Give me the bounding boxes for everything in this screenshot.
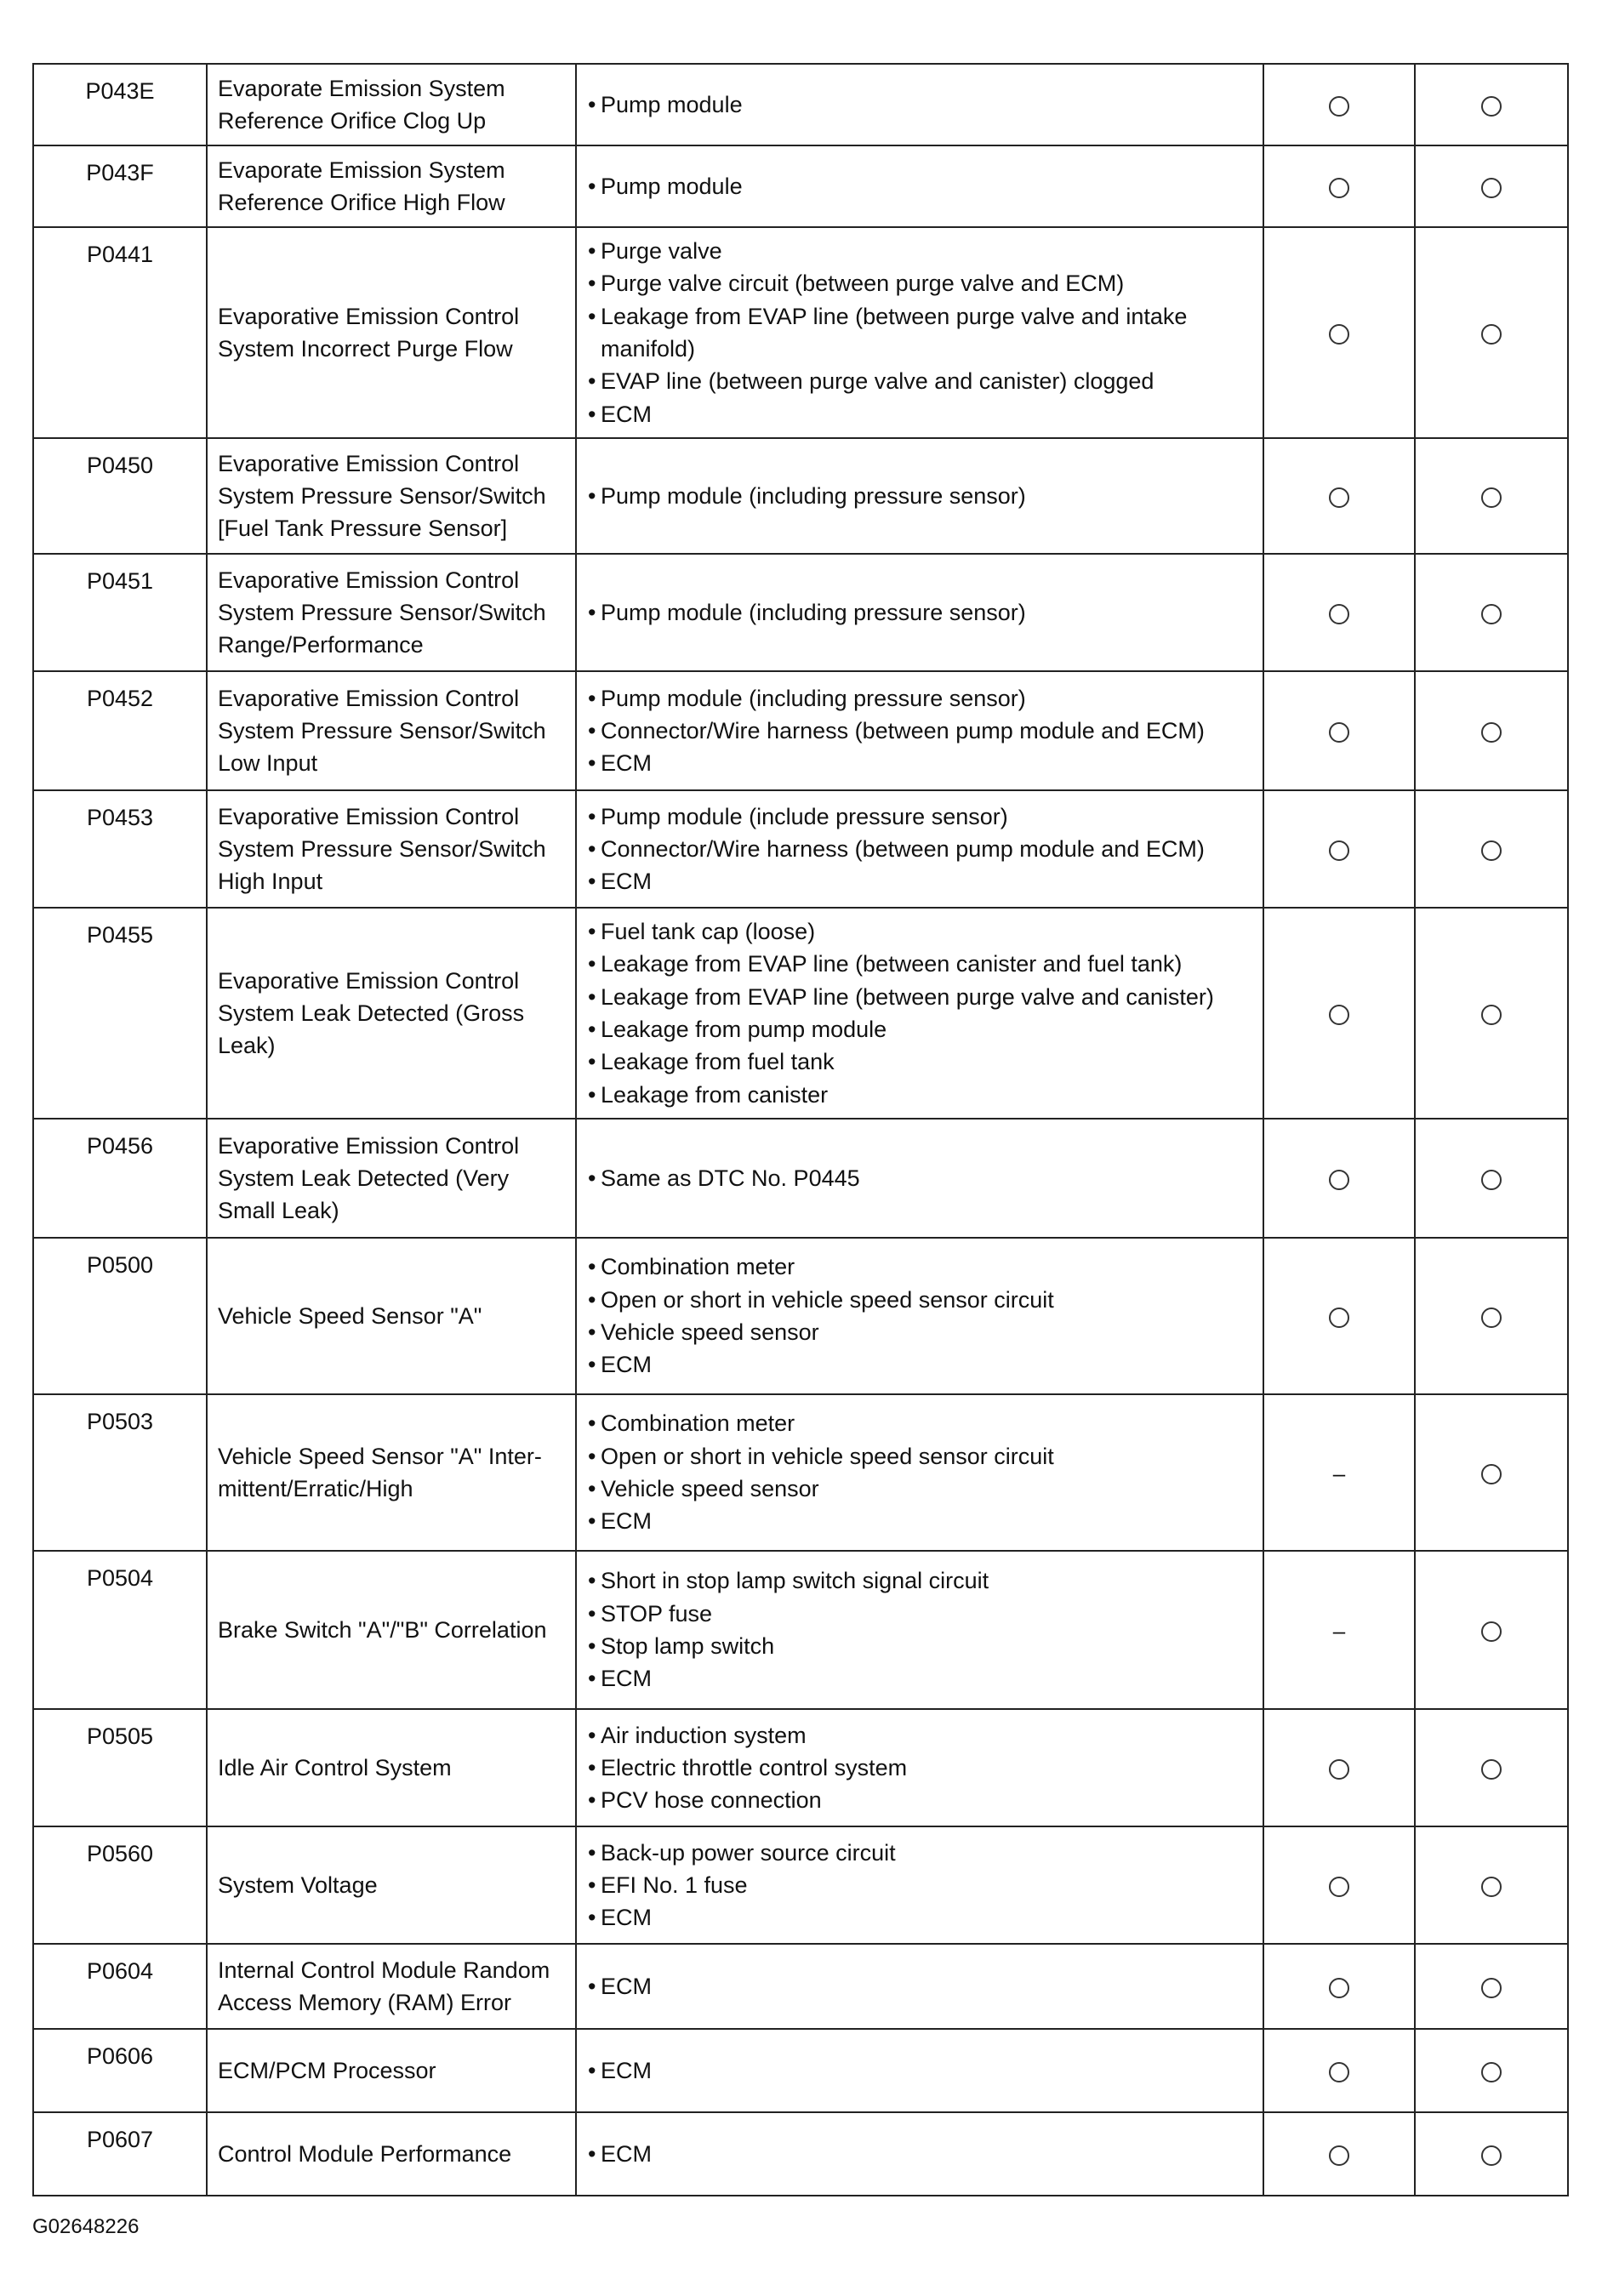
circle-icon bbox=[1481, 1170, 1502, 1190]
dtc-description: Internal Control Module Random Access Memory (RAM) Error bbox=[207, 1944, 576, 2029]
trouble-area-item: • ECM bbox=[585, 1901, 1254, 1934]
dtc-code: P0505 bbox=[33, 1709, 207, 1826]
dash-symbol: – bbox=[1332, 1617, 1346, 1644]
trouble-area-item: • Connector/Wire harness (between pump module and ECM) bbox=[585, 715, 1254, 747]
dtc-code: P0452 bbox=[33, 671, 207, 790]
mil-cell bbox=[1263, 671, 1415, 790]
trouble-area-item: • Air induction system bbox=[585, 1719, 1254, 1752]
trouble-area-item: • ECM bbox=[585, 2054, 1254, 2087]
trouble-area-item: • Purge valve bbox=[585, 235, 1254, 267]
dtc-description: Evaporative Emission Control System Incorrect Purge Flow bbox=[207, 227, 576, 438]
trouble-area bbox=[576, 2029, 1263, 2112]
mil-cell bbox=[1263, 790, 1415, 908]
mil-cell bbox=[1263, 438, 1415, 554]
circle-icon bbox=[1481, 604, 1502, 624]
memory-cell bbox=[1415, 227, 1568, 438]
mil-cell bbox=[1263, 1238, 1415, 1394]
trouble-area-item: • Pump module bbox=[585, 170, 1254, 202]
figure-id: G02648226 bbox=[32, 2215, 140, 2238]
trouble-area-item: • EFI No. 1 fuse bbox=[585, 1869, 1254, 1901]
circle-icon bbox=[1329, 840, 1349, 861]
trouble-area-item: • EVAP line (between purge valve and canister) clogged bbox=[585, 365, 1254, 397]
trouble-area-item: • Electric throttle control system bbox=[585, 1752, 1254, 1784]
circle-icon bbox=[1481, 178, 1502, 198]
trouble-area-item: • Stop lamp switch bbox=[585, 1630, 1254, 1662]
trouble-area-item: • Pump module bbox=[585, 88, 1254, 121]
dtc-code: P0441 bbox=[33, 227, 207, 438]
memory-cell bbox=[1415, 2029, 1568, 2112]
trouble-area-list bbox=[585, 235, 1254, 430]
circle-icon bbox=[1481, 1759, 1502, 1780]
memory-cell bbox=[1415, 1944, 1568, 2029]
trouble-area-item: • Open or short in vehicle speed sensor circuit bbox=[585, 1440, 1254, 1473]
circle-icon bbox=[1481, 1978, 1502, 1998]
circle-icon bbox=[1481, 722, 1502, 743]
mil-cell bbox=[1263, 908, 1415, 1119]
trouble-area-list bbox=[585, 1162, 1254, 1194]
trouble-area-item: • Open or short in vehicle speed sensor circuit bbox=[585, 1284, 1254, 1316]
table-row bbox=[33, 2029, 1568, 2112]
table-row bbox=[33, 790, 1568, 908]
memory-cell bbox=[1415, 1826, 1568, 1944]
trouble-area-item: • Leakage from EVAP line (between purge valve and canister) bbox=[585, 981, 1254, 1013]
circle-icon bbox=[1329, 604, 1349, 624]
trouble-area-list bbox=[585, 1837, 1254, 1934]
memory-cell bbox=[1415, 1551, 1568, 1709]
circle-icon bbox=[1481, 324, 1502, 345]
circle-icon bbox=[1481, 840, 1502, 861]
dtc-description: Evaporative Emission Control System Pressure Sensor/Switch Low Input bbox=[207, 671, 576, 790]
mil-cell bbox=[1263, 1709, 1415, 1826]
dtc-description: System Voltage bbox=[207, 1826, 576, 1944]
circle-icon bbox=[1329, 722, 1349, 743]
mil-cell bbox=[1263, 1394, 1415, 1551]
memory-cell bbox=[1415, 554, 1568, 671]
trouble-area-item: • Leakage from canister bbox=[585, 1079, 1254, 1111]
trouble-area-item: • Pump module (including pressure sensor) bbox=[585, 596, 1254, 629]
trouble-area-list bbox=[585, 480, 1254, 512]
mil-cell bbox=[1263, 1551, 1415, 1709]
dtc-description: Evaporate Emission System Reference Orifice High Flow bbox=[207, 145, 576, 227]
dtc-description: Evaporative Emission Control System Leak Detected (Very Small Leak) bbox=[207, 1119, 576, 1238]
dtc-description: Evaporative Emission Control System Pressure Sensor/Switch [Fuel Tank Pressure Sensor] bbox=[207, 438, 576, 554]
trouble-area-item: • Fuel tank cap (loose) bbox=[585, 915, 1254, 948]
table-row bbox=[33, 1709, 1568, 1826]
trouble-area-list bbox=[585, 1251, 1254, 1381]
trouble-area bbox=[576, 145, 1263, 227]
dtc-code: P0455 bbox=[33, 908, 207, 1119]
trouble-area bbox=[576, 1551, 1263, 1709]
trouble-area-item: • Combination meter bbox=[585, 1407, 1254, 1439]
memory-cell bbox=[1415, 145, 1568, 227]
trouble-area-item: • Purge valve circuit (between purge valve and ECM) bbox=[585, 267, 1254, 299]
circle-icon bbox=[1329, 1877, 1349, 1897]
memory-cell bbox=[1415, 1709, 1568, 1826]
mil-cell bbox=[1263, 64, 1415, 145]
trouble-area bbox=[576, 554, 1263, 671]
table-row bbox=[33, 227, 1568, 438]
memory-cell bbox=[1415, 671, 1568, 790]
circle-icon bbox=[1329, 178, 1349, 198]
table-row bbox=[33, 1551, 1568, 1709]
dtc-table-body bbox=[33, 64, 1568, 2196]
dtc-description: Brake Switch "A"/"B" Correlation bbox=[207, 1551, 576, 1709]
trouble-area-list bbox=[585, 915, 1254, 1111]
trouble-area-item: • ECM bbox=[585, 1662, 1254, 1695]
dtc-description: Control Module Performance bbox=[207, 2112, 576, 2196]
circle-icon bbox=[1329, 1005, 1349, 1025]
memory-cell bbox=[1415, 1238, 1568, 1394]
trouble-area-item: • STOP fuse bbox=[585, 1598, 1254, 1630]
circle-icon bbox=[1329, 324, 1349, 345]
trouble-area bbox=[576, 1944, 1263, 2029]
trouble-area-list bbox=[585, 170, 1254, 202]
table-row bbox=[33, 671, 1568, 790]
memory-cell bbox=[1415, 438, 1568, 554]
dtc-code: P0606 bbox=[33, 2029, 207, 2112]
trouble-area bbox=[576, 64, 1263, 145]
dtc-code: P0604 bbox=[33, 1944, 207, 2029]
trouble-area-item: • Back-up power source circuit bbox=[585, 1837, 1254, 1869]
trouble-area-list bbox=[585, 682, 1254, 780]
circle-icon bbox=[1481, 1621, 1502, 1642]
trouble-area-item: • ECM bbox=[585, 2138, 1254, 2170]
circle-icon bbox=[1329, 96, 1349, 117]
trouble-area-item: • Vehicle speed sensor bbox=[585, 1473, 1254, 1505]
trouble-area-item: • ECM bbox=[585, 1505, 1254, 1537]
dtc-code: P0504 bbox=[33, 1551, 207, 1709]
dtc-code: P0451 bbox=[33, 554, 207, 671]
trouble-area-item: • Pump module (including pressure sensor) bbox=[585, 480, 1254, 512]
table-row bbox=[33, 1394, 1568, 1551]
trouble-area bbox=[576, 671, 1263, 790]
memory-cell bbox=[1415, 1394, 1568, 1551]
trouble-area-item: • PCV hose connection bbox=[585, 1784, 1254, 1816]
circle-icon bbox=[1481, 96, 1502, 117]
trouble-area-list bbox=[585, 1719, 1254, 1817]
trouble-area-item: • Leakage from EVAP line (between purge valve and intake manifold) bbox=[585, 300, 1254, 366]
mil-cell bbox=[1263, 1119, 1415, 1238]
mil-cell bbox=[1263, 2112, 1415, 2196]
circle-icon bbox=[1329, 2145, 1349, 2166]
trouble-area bbox=[576, 227, 1263, 438]
dtc-description: Vehicle Speed Sensor "A" bbox=[207, 1238, 576, 1394]
trouble-area-list bbox=[585, 1970, 1254, 2003]
trouble-area-item: • Short in stop lamp switch signal circuit bbox=[585, 1564, 1254, 1597]
circle-icon bbox=[1481, 2145, 1502, 2166]
dtc-description: Vehicle Speed Sensor "A" Inter-mittent/Erratic/High bbox=[207, 1394, 576, 1551]
mil-cell bbox=[1263, 2029, 1415, 2112]
circle-icon bbox=[1481, 1308, 1502, 1328]
circle-icon bbox=[1329, 1759, 1349, 1780]
trouble-area-list bbox=[585, 596, 1254, 629]
trouble-area-list bbox=[585, 1407, 1254, 1537]
dtc-description: Evaporative Emission Control System Pressure Sensor/Switch Range/Performance bbox=[207, 554, 576, 671]
dtc-table bbox=[32, 63, 1569, 2196]
mil-cell bbox=[1263, 1826, 1415, 1944]
trouble-area-list bbox=[585, 800, 1254, 898]
table-row bbox=[33, 64, 1568, 145]
dtc-description: Evaporative Emission Control System Leak Detected (Gross Leak) bbox=[207, 908, 576, 1119]
trouble-area bbox=[576, 2112, 1263, 2196]
circle-icon bbox=[1329, 2062, 1349, 2082]
dtc-description: Evaporative Emission Control System Pressure Sensor/Switch High Input bbox=[207, 790, 576, 908]
table-row bbox=[33, 1826, 1568, 1944]
dtc-code: P0503 bbox=[33, 1394, 207, 1551]
circle-icon bbox=[1481, 1877, 1502, 1897]
memory-cell bbox=[1415, 790, 1568, 908]
trouble-area-item: • Pump module (include pressure sensor) bbox=[585, 800, 1254, 833]
trouble-area bbox=[576, 1709, 1263, 1826]
circle-icon bbox=[1329, 1308, 1349, 1328]
dtc-description: Idle Air Control System bbox=[207, 1709, 576, 1826]
mil-cell bbox=[1263, 227, 1415, 438]
trouble-area bbox=[576, 1238, 1263, 1394]
memory-cell bbox=[1415, 2112, 1568, 2196]
trouble-area-item: • ECM bbox=[585, 865, 1254, 897]
circle-icon bbox=[1481, 2062, 1502, 2082]
circle-icon bbox=[1329, 487, 1349, 508]
dtc-code: P0453 bbox=[33, 790, 207, 908]
trouble-area bbox=[576, 790, 1263, 908]
trouble-area-item: • Leakage from EVAP line (between canister and fuel tank) bbox=[585, 948, 1254, 980]
circle-icon bbox=[1481, 1464, 1502, 1484]
trouble-area-item: • Vehicle speed sensor bbox=[585, 1316, 1254, 1348]
memory-cell bbox=[1415, 64, 1568, 145]
dtc-code: P0607 bbox=[33, 2112, 207, 2196]
trouble-area-item: • Combination meter bbox=[585, 1251, 1254, 1283]
dash-symbol: – bbox=[1332, 1460, 1346, 1486]
trouble-area-item: • Same as DTC No. P0445 bbox=[585, 1162, 1254, 1194]
trouble-area-item: • ECM bbox=[585, 398, 1254, 430]
trouble-area-item: • Pump module (including pressure sensor) bbox=[585, 682, 1254, 715]
trouble-area-list bbox=[585, 2138, 1254, 2170]
dtc-code: P0456 bbox=[33, 1119, 207, 1238]
table-row bbox=[33, 2112, 1568, 2196]
trouble-area bbox=[576, 1119, 1263, 1238]
table-row bbox=[33, 908, 1568, 1119]
trouble-area-item: • Leakage from pump module bbox=[585, 1013, 1254, 1045]
dtc-description: Evaporate Emission System Reference Orifice Clog Up bbox=[207, 64, 576, 145]
trouble-area bbox=[576, 1394, 1263, 1551]
dtc-code: P043F bbox=[33, 145, 207, 227]
table-row bbox=[33, 1119, 1568, 1238]
dtc-description: ECM/PCM Processor bbox=[207, 2029, 576, 2112]
mil-cell bbox=[1263, 554, 1415, 671]
trouble-area-item: • ECM bbox=[585, 1970, 1254, 2003]
table-row bbox=[33, 1944, 1568, 2029]
trouble-area-item: • ECM bbox=[585, 747, 1254, 779]
table-row bbox=[33, 554, 1568, 671]
memory-cell bbox=[1415, 908, 1568, 1119]
trouble-area-item: • ECM bbox=[585, 1348, 1254, 1381]
mil-cell bbox=[1263, 145, 1415, 227]
dtc-code: P0500 bbox=[33, 1238, 207, 1394]
table-row bbox=[33, 145, 1568, 227]
table-row bbox=[33, 1238, 1568, 1394]
circle-icon bbox=[1481, 1005, 1502, 1025]
dtc-code: P0560 bbox=[33, 1826, 207, 1944]
trouble-area bbox=[576, 438, 1263, 554]
trouble-area bbox=[576, 1826, 1263, 1944]
dtc-code: P0450 bbox=[33, 438, 207, 554]
circle-icon bbox=[1329, 1978, 1349, 1998]
trouble-area bbox=[576, 908, 1263, 1119]
memory-cell bbox=[1415, 1119, 1568, 1238]
circle-icon bbox=[1329, 1170, 1349, 1190]
trouble-area-item: • Connector/Wire harness (between pump module and ECM) bbox=[585, 833, 1254, 865]
trouble-area-list bbox=[585, 2054, 1254, 2087]
circle-icon bbox=[1481, 487, 1502, 508]
table-row bbox=[33, 438, 1568, 554]
mil-cell bbox=[1263, 1944, 1415, 2029]
trouble-area-list bbox=[585, 1564, 1254, 1695]
dtc-code: P043E bbox=[33, 64, 207, 145]
trouble-area-list bbox=[585, 88, 1254, 121]
trouble-area-item: • Leakage from fuel tank bbox=[585, 1045, 1254, 1078]
